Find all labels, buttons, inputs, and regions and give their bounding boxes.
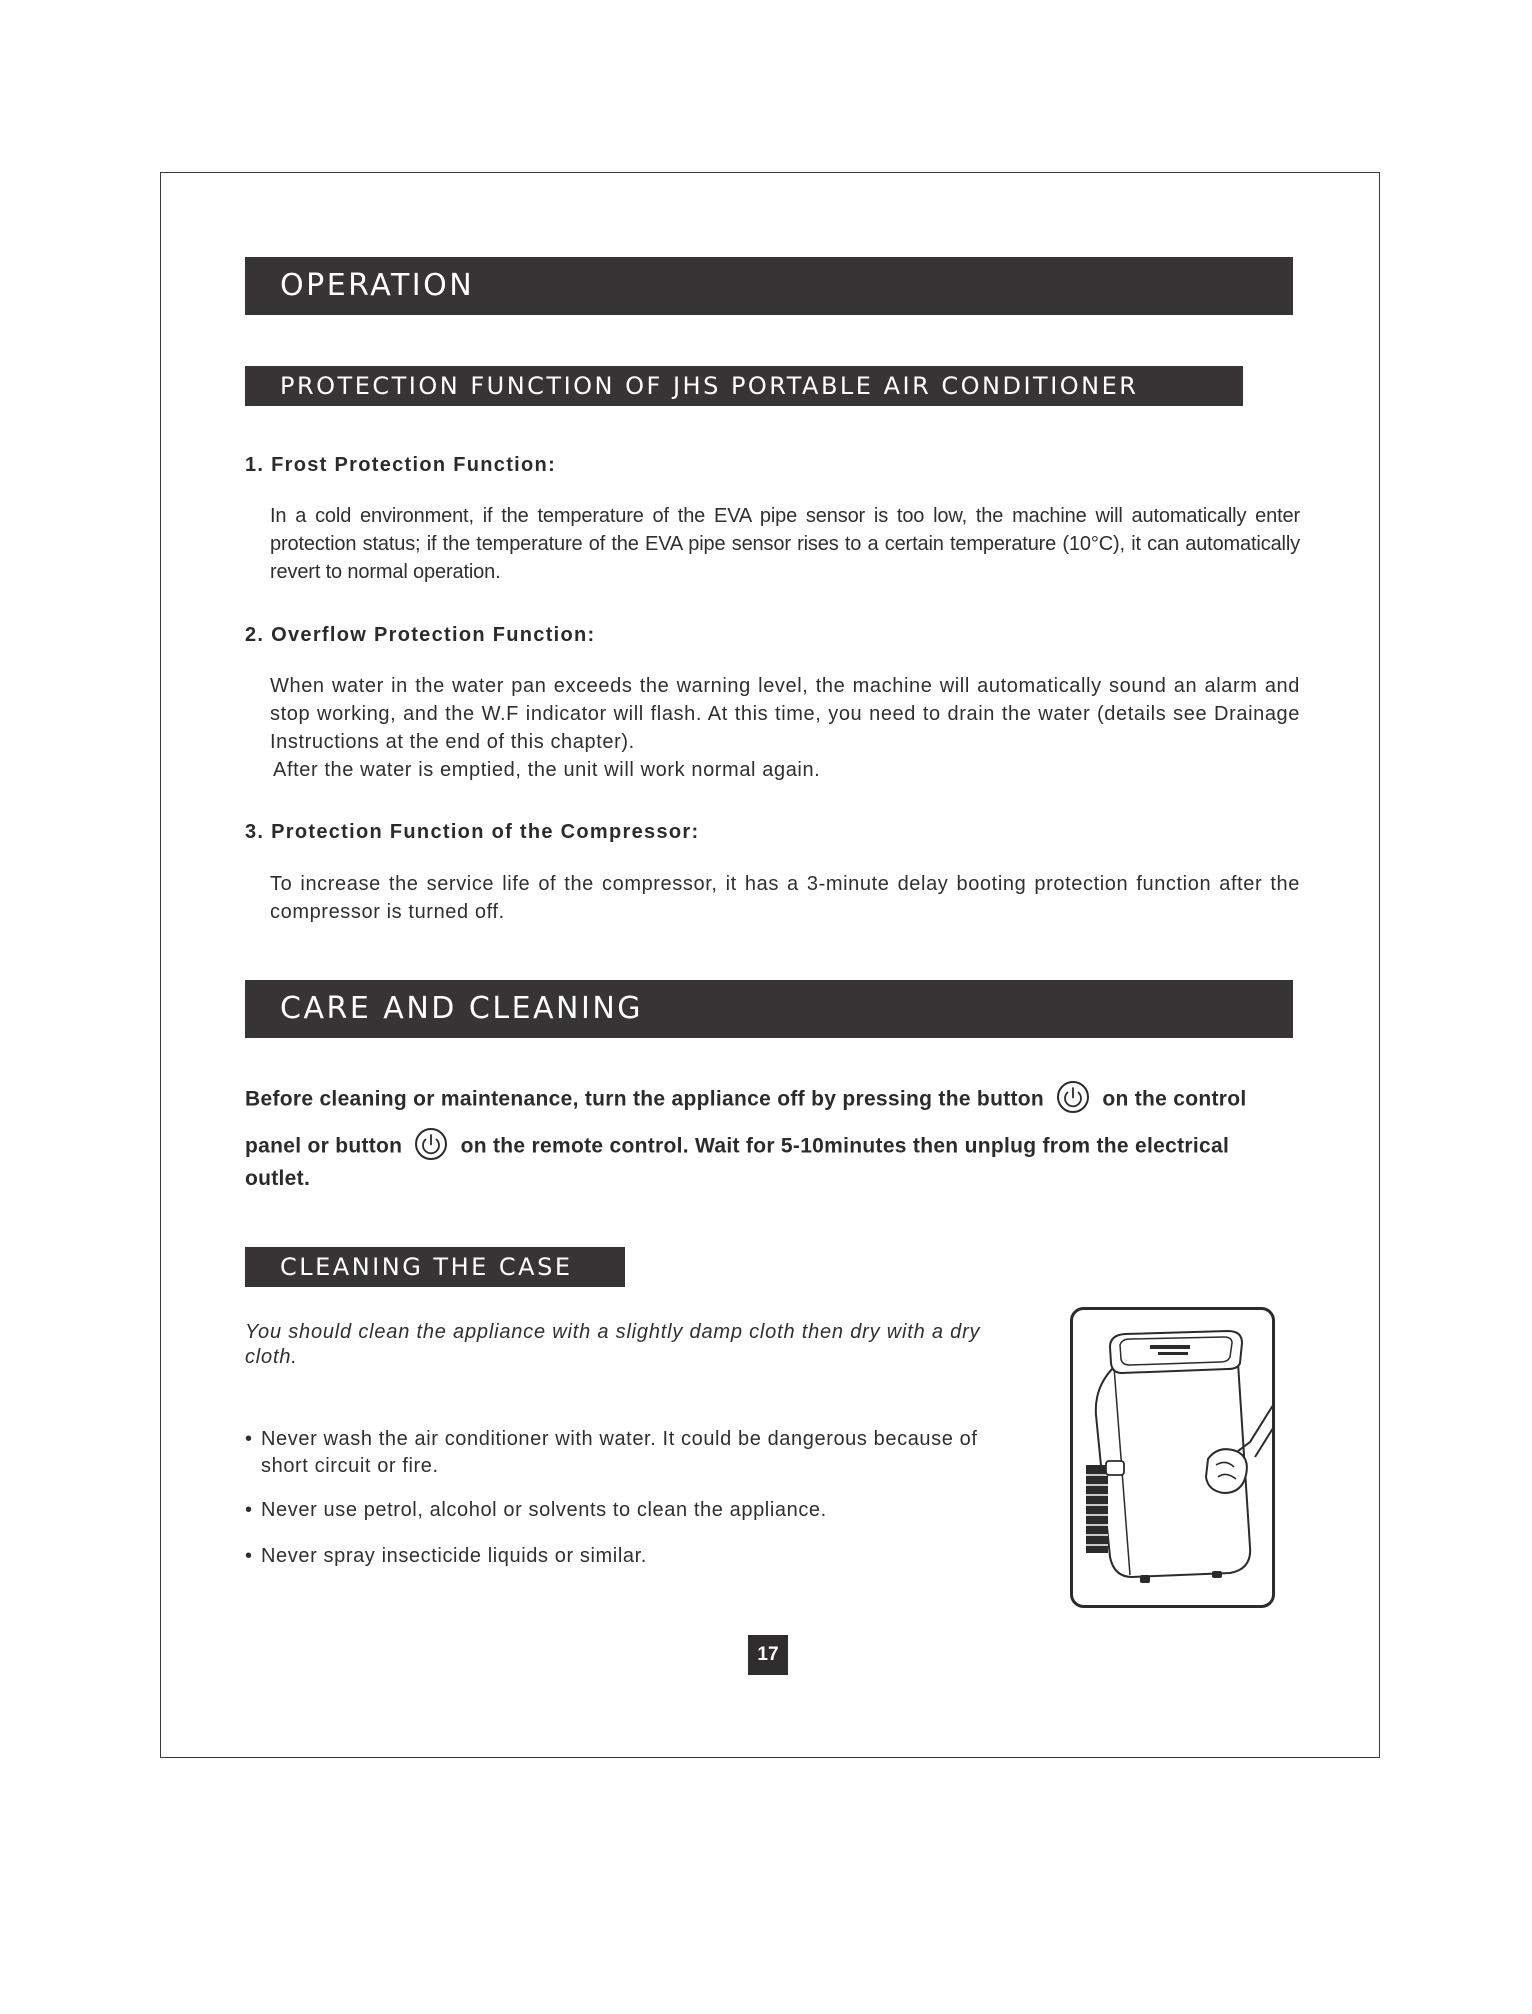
- bullet-dot: •: [245, 1499, 253, 1521]
- care-warning-text-4: on the remote control. Wait for 5-10minutes then unplug from the electrical: [460, 1134, 1230, 1158]
- bullet-dot: •: [245, 1545, 253, 1567]
- section-body-overflow-protection: [270, 672, 1300, 784]
- heading-care-and-cleaning: CARE AND CLEANING: [245, 980, 1293, 1038]
- section-title-compressor-protection: 3. Protection Function of the Compressor:: [245, 821, 700, 843]
- bullet-item: [245, 1426, 1025, 1480]
- heading-operation: OPERATION: [245, 257, 1293, 315]
- care-warning-line-2: [245, 1130, 1300, 1164]
- bullet-item: [245, 1543, 1025, 1570]
- section-body-frost-protection: In a cold environment, if the temperature of the EVA pipe sensor is too low, the machine will automatically enter protection status; if the temperature of the EVA pipe sensor rises to a certain temperature (10°C), it can automatically revert to normal operation.: [270, 505, 1300, 583]
- care-warning-text-1: Before cleaning or maintenance, turn the appliance off by pressing the button: [245, 1087, 1045, 1111]
- care-warning-line-1: [245, 1083, 1300, 1117]
- overflow-body-paragraph: When water in the water pan exceeds the warning level, the machine will automatically sound an alarm and stop working, and the W.F indicator will flash. At this time, you need to drain the water (details see Drainage Instructions at the end of this chapter).: [270, 675, 1300, 753]
- care-warning-text-3: panel or button: [245, 1134, 403, 1158]
- overflow-body-after: After the water is emptied, the unit will work normal again.: [273, 759, 821, 781]
- bullet-text: Never use petrol, alcohol or solvents to clean the appliance.: [261, 1499, 827, 1521]
- bullet-text: Never wash the air conditioner with water. It could be dangerous because of short circuit or fire.: [261, 1428, 978, 1477]
- power-icon: [1056, 1080, 1090, 1114]
- air-conditioner-cleaning-illustration: [1070, 1307, 1275, 1608]
- section-body-compressor-protection: To increase the service life of the compressor, it has a 3-minute delay booting protection function after the compressor is turned off.: [270, 873, 1300, 923]
- heading-protection-function: PROTECTION FUNCTION OF JHS PORTABLE AIR CONDITIONER: [245, 366, 1243, 406]
- power-icon: [414, 1127, 448, 1161]
- bullet-dot: •: [245, 1428, 253, 1450]
- page-number: 17: [748, 1635, 788, 1675]
- cleaning-intro: You should clean the appliance with a slightly damp cloth then dry with a dry cloth.: [245, 1321, 981, 1368]
- care-warning-line-3: outlet.: [245, 1167, 311, 1190]
- bullet-item: [245, 1497, 1025, 1524]
- care-warning-text-2: on the control: [1102, 1087, 1247, 1111]
- section-title-frost-protection: 1. Frost Protection Function:: [245, 454, 557, 476]
- section-title-overflow-protection: 2. Overflow Protection Function:: [245, 624, 596, 646]
- bullet-text: Never spray insecticide liquids or similar.: [261, 1545, 647, 1567]
- heading-cleaning-the-case: CLEANING THE CASE: [245, 1247, 625, 1287]
